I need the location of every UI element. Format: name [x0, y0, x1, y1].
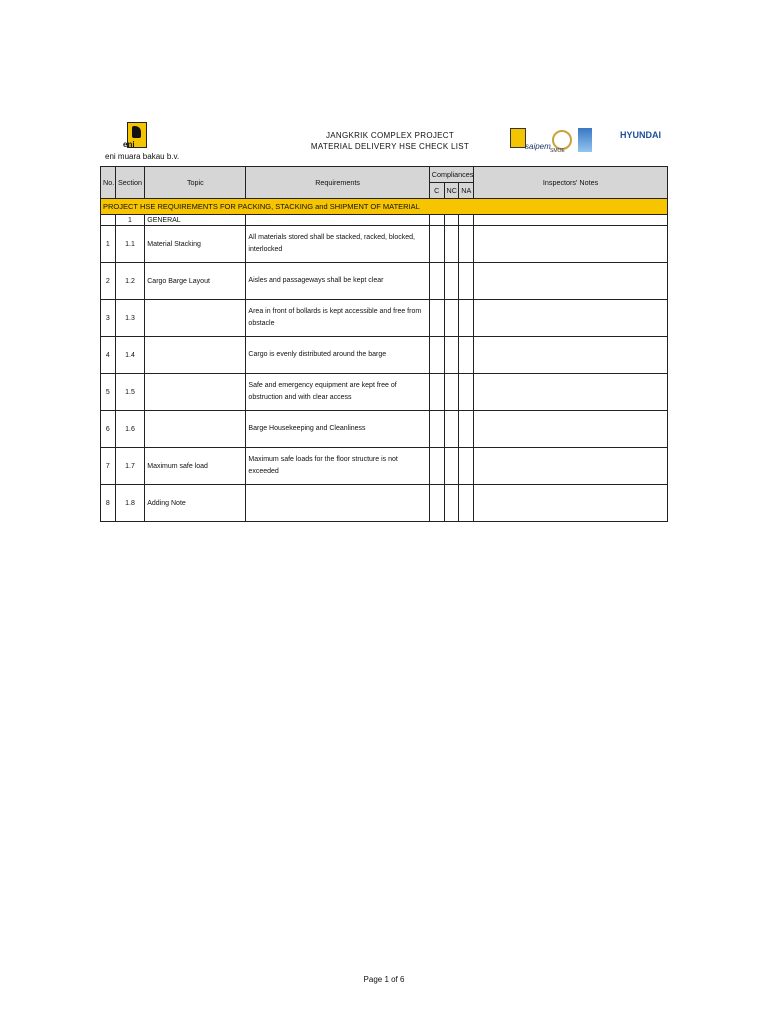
row-section: 1.5 — [115, 374, 145, 411]
document-header — [100, 118, 668, 166]
compliance-c-cell[interactable] — [429, 263, 444, 300]
row-no: 1 — [101, 226, 116, 263]
document-title — [300, 130, 480, 152]
row-no: 4 — [101, 337, 116, 374]
row-topic: Maximum safe load — [145, 448, 246, 485]
inspector-notes-cell[interactable] — [474, 411, 668, 448]
compliance-nc-cell[interactable] — [444, 411, 459, 448]
compliance-c-cell[interactable] — [429, 485, 444, 522]
col-header-nc: NC — [444, 183, 459, 199]
compliance-c-cell[interactable] — [429, 448, 444, 485]
compliance-na-cell[interactable] — [459, 300, 474, 337]
row-no: 6 — [101, 411, 116, 448]
inspector-notes-cell[interactable] — [474, 337, 668, 374]
col-header-topic: Topic — [145, 167, 246, 199]
col-header-section: Section — [115, 167, 145, 199]
inspector-notes-cell[interactable] — [474, 300, 668, 337]
row-no: 3 — [101, 300, 116, 337]
table-row — [101, 374, 668, 411]
table-row — [101, 226, 668, 263]
row-no: 2 — [101, 263, 116, 300]
table-row — [101, 300, 668, 337]
row-no: 8 — [101, 485, 116, 522]
compliance-na-cell[interactable] — [459, 263, 474, 300]
inspector-notes-cell[interactable] — [474, 374, 668, 411]
compliance-na-cell[interactable] — [459, 448, 474, 485]
project-title: JANGKRIK COMPLEX PROJECT — [325, 131, 455, 140]
row-requirement — [246, 485, 429, 522]
row-topic — [145, 300, 246, 337]
row-requirement: Aisles and passageways shall be kept clear — [246, 263, 429, 300]
row-requirement: Maximum safe loads for the floor structure is not exceeded — [246, 448, 429, 485]
row-requirement: Area in front of bollards is kept accessible and free from obstacle — [246, 300, 429, 337]
row-section: 1.6 — [115, 411, 145, 448]
row-no: 7 — [101, 448, 116, 485]
eni-icon — [510, 128, 526, 148]
compliance-c-cell[interactable] — [429, 337, 444, 374]
smoe-logo: SMOE — [550, 148, 565, 154]
compliance-na-cell[interactable] — [459, 485, 474, 522]
row-section: 1.2 — [115, 263, 145, 300]
inspector-notes-cell[interactable] — [474, 485, 668, 522]
compliance-nc-cell[interactable] — [444, 300, 459, 337]
row-section: 1.7 — [115, 448, 145, 485]
compliance-nc-cell[interactable] — [444, 448, 459, 485]
row-requirement: Cargo is evenly distributed around the barge — [246, 337, 429, 374]
section-band-row — [101, 199, 668, 215]
row-section: 1.4 — [115, 337, 145, 374]
row-section: 1.3 — [115, 300, 145, 337]
row-topic — [145, 337, 246, 374]
subheading-topic: GENERAL — [145, 215, 246, 226]
compliance-c-cell[interactable] — [429, 411, 444, 448]
partner-logos — [510, 126, 680, 158]
checklist-title: MATERIAL DELIVERY HSE CHECK LIST — [310, 142, 470, 151]
compliance-c-cell[interactable] — [429, 226, 444, 263]
row-topic — [145, 374, 246, 411]
compliance-nc-cell[interactable] — [444, 263, 459, 300]
compliance-na-cell[interactable] — [459, 374, 474, 411]
table-row — [101, 411, 668, 448]
compliance-nc-cell[interactable] — [444, 374, 459, 411]
row-requirement: Barge Housekeeping and Cleanliness — [246, 411, 429, 448]
table-row — [101, 448, 668, 485]
col-header-c: C — [429, 183, 444, 199]
row-topic: Adding Note — [145, 485, 246, 522]
row-topic — [145, 411, 246, 448]
page-number: Page 1 of 6 — [363, 975, 405, 984]
inspector-notes-cell[interactable] — [474, 263, 668, 300]
compliance-na-cell[interactable] — [459, 337, 474, 374]
compliance-nc-cell[interactable] — [444, 226, 459, 263]
smoe-emblem-icon — [552, 130, 572, 150]
col-header-notes: Inspectors' Notes — [474, 167, 668, 199]
eni-logo — [105, 122, 180, 162]
row-requirement: Safe and emergency equipment are kept free of obstruction and with clear access — [246, 374, 429, 411]
checklist-table — [100, 166, 668, 522]
tripatra-ribbon-icon — [578, 128, 592, 152]
col-header-compliances: Compliances — [429, 167, 473, 183]
subheading-row — [101, 215, 668, 226]
saipem-logo: saipem — [525, 142, 551, 151]
compliance-na-cell[interactable] — [459, 226, 474, 263]
compliance-nc-cell[interactable] — [444, 337, 459, 374]
table-row — [101, 337, 668, 374]
company-name: eni muara bakau b.v. — [105, 152, 180, 161]
row-topic: Material Stacking — [145, 226, 246, 263]
table-row — [101, 263, 668, 300]
inspector-notes-cell[interactable] — [474, 448, 668, 485]
table-header-row — [101, 167, 668, 183]
row-requirement: All materials stored shall be stacked, racked, blocked, interlocked — [246, 226, 429, 263]
col-header-no: No. — [101, 167, 116, 199]
table-row — [101, 485, 668, 522]
inspector-notes-cell[interactable] — [474, 226, 668, 263]
compliance-c-cell[interactable] — [429, 374, 444, 411]
row-topic: Cargo Barge Layout — [145, 263, 246, 300]
row-section: 1.8 — [115, 485, 145, 522]
row-no: 5 — [101, 374, 116, 411]
compliance-c-cell[interactable] — [429, 300, 444, 337]
col-header-requirements: Requirements — [246, 167, 429, 199]
hyundai-logo: HYUNDAI — [620, 130, 662, 140]
eni-wordmark: eni — [123, 140, 135, 149]
compliance-na-cell[interactable] — [459, 411, 474, 448]
col-header-na: NA — [459, 183, 474, 199]
subheading-section: 1 — [115, 215, 145, 226]
compliance-nc-cell[interactable] — [444, 485, 459, 522]
row-section: 1.1 — [115, 226, 145, 263]
section-band-title: PROJECT HSE REQUIREMENTS FOR PACKING, STACKING and SHIPMENT OF MATERIAL — [101, 199, 668, 215]
